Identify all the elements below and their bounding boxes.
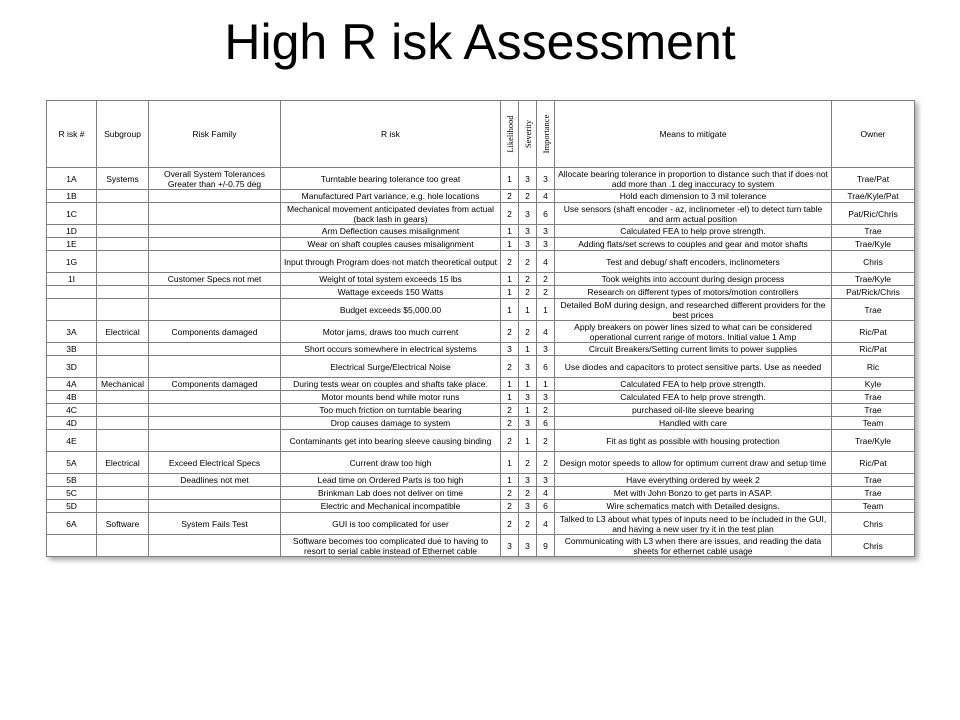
header-likelihood-label: Likelihood [504,115,515,153]
cell-risk-family [149,203,281,225]
cell-importance: 4 [537,251,555,273]
cell-likelihood: 2 [501,321,519,343]
cell-owner: Chris [832,513,915,535]
cell-importance: 3 [537,391,555,404]
cell-owner: Ric/Pat [832,321,915,343]
header-severity-label: Severity [522,119,533,149]
cell-risk-id: 1A [47,168,97,190]
cell-likelihood: 2 [501,417,519,430]
cell-subgroup: Systems [97,168,149,190]
table-row [47,452,915,474]
cell-importance: 3 [537,474,555,487]
cell-risk: Too much friction on turntable bearing [281,404,501,417]
cell-subgroup [97,238,149,251]
cell-means-to-mitigate: Test and debug/ shaft encoders, inclinometers [555,251,832,273]
cell-importance: 2 [537,430,555,452]
cell-subgroup [97,356,149,378]
cell-importance: 3 [537,225,555,238]
cell-importance: 4 [537,487,555,500]
cell-risk: Brinkman Lab does not deliver on time [281,487,501,500]
cell-risk-family [149,430,281,452]
cell-severity: 3 [519,225,537,238]
cell-risk-family [149,238,281,251]
header-risk: R isk [281,101,501,168]
cell-severity: 2 [519,251,537,273]
cell-importance: 4 [537,321,555,343]
table-row [47,474,915,487]
cell-owner: Trae [832,299,915,321]
cell-owner: Ric/Pat [832,452,915,474]
cell-likelihood: 2 [501,404,519,417]
table-row [47,513,915,535]
cell-means-to-mitigate: Use sensors (shaft encoder - az, inclinometer -el) to detect turn table and arm actual position [555,203,832,225]
cell-owner: Chris [832,535,915,557]
cell-severity: 3 [519,356,537,378]
table-row [47,273,915,286]
cell-risk-id: 1C [47,203,97,225]
cell-importance: 1 [537,299,555,321]
table-row [47,378,915,391]
cell-means-to-mitigate: Communicating with L3 when there are issues, and reading the data sheets for ethernet cable usage [555,535,832,557]
cell-subgroup [97,225,149,238]
cell-importance: 9 [537,535,555,557]
cell-likelihood: 1 [501,391,519,404]
cell-severity: 3 [519,500,537,513]
cell-severity: 2 [519,513,537,535]
cell-means-to-mitigate: Apply breakers on power lines sized to what can be considered operational current range of motors. Initial value 1 Amp [555,321,832,343]
cell-owner: Trae [832,225,915,238]
cell-severity: 3 [519,474,537,487]
table-row [47,321,915,343]
header-risk-id: R isk # [47,101,97,168]
cell-risk-family: Customer Specs not met [149,273,281,286]
cell-means-to-mitigate: Took weights into account during design process [555,273,832,286]
cell-subgroup [97,343,149,356]
cell-risk: Wear on shaft couples causes misalignment [281,238,501,251]
table-header-row [47,101,915,168]
cell-likelihood: 2 [501,251,519,273]
cell-means-to-mitigate: Design motor speeds to allow for optimum current draw and setup time [555,452,832,474]
cell-means-to-mitigate: Circuit Breakers/Setting current limits to power supplies [555,343,832,356]
cell-owner: Pat/Rick/Chris [832,286,915,299]
cell-risk-family: Exceed Electrical Specs [149,452,281,474]
cell-severity: 2 [519,487,537,500]
cell-likelihood: 2 [501,513,519,535]
cell-likelihood: 1 [501,238,519,251]
cell-subgroup [97,391,149,404]
cell-owner: Trae/Pat [832,168,915,190]
cell-likelihood: 1 [501,168,519,190]
cell-risk-id [47,535,97,557]
cell-subgroup [97,286,149,299]
cell-risk-id: 4E [47,430,97,452]
cell-severity: 3 [519,203,537,225]
cell-subgroup: Electrical [97,321,149,343]
cell-importance: 3 [537,168,555,190]
cell-owner: Trae/Kyle [832,273,915,286]
cell-importance: 1 [537,378,555,391]
cell-means-to-mitigate: Calculated FEA to help prove strength. [555,391,832,404]
cell-likelihood: 1 [501,225,519,238]
cell-likelihood: 3 [501,343,519,356]
cell-subgroup [97,203,149,225]
header-severity [519,101,537,168]
cell-risk: Manufactured Part variance, e.g. hole locations [281,190,501,203]
cell-risk: Software becomes too complicated due to having to resort to serial cable instead of Ethernet cable [281,535,501,557]
cell-severity: 2 [519,190,537,203]
cell-risk-id [47,286,97,299]
table-row [47,203,915,225]
table-row [47,417,915,430]
cell-risk-id: 4A [47,378,97,391]
cell-risk-family: Deadlines not met [149,474,281,487]
cell-subgroup [97,487,149,500]
cell-subgroup: Electrical [97,452,149,474]
cell-severity: 3 [519,535,537,557]
cell-importance: 4 [537,190,555,203]
cell-risk-family [149,343,281,356]
cell-risk-id: 4C [47,404,97,417]
cell-risk: Electric and Mechanical incompatible [281,500,501,513]
cell-importance: 2 [537,286,555,299]
cell-risk-id: 4B [47,391,97,404]
cell-risk-family [149,500,281,513]
cell-risk: Input through Program does not match theoretical output [281,251,501,273]
table-row [47,168,915,190]
cell-risk-family: System Fails Test [149,513,281,535]
cell-likelihood: 1 [501,378,519,391]
cell-likelihood: 1 [501,286,519,299]
cell-risk: Wattage exceeds 150 Watts [281,286,501,299]
cell-means-to-mitigate: Use diodes and capacitors to protect sensitive parts. Use as needed [555,356,832,378]
cell-subgroup [97,273,149,286]
cell-risk: Electrical Surge/Electrical Noise [281,356,501,378]
cell-risk-id [47,299,97,321]
cell-likelihood: 3 [501,535,519,557]
cell-importance: 6 [537,356,555,378]
cell-risk: Short occurs somewhere in electrical systems [281,343,501,356]
cell-owner: Trae/Kyle [832,238,915,251]
cell-severity: 1 [519,299,537,321]
cell-means-to-mitigate: Handled with care [555,417,832,430]
cell-severity: 2 [519,286,537,299]
cell-risk: Weight of total system exceeds 15 lbs [281,273,501,286]
table-row [47,238,915,251]
cell-severity: 3 [519,391,537,404]
cell-means-to-mitigate: Calculated FEA to help prove strength. [555,225,832,238]
cell-severity: 1 [519,378,537,391]
cell-owner: Trae [832,404,915,417]
cell-risk-family [149,299,281,321]
cell-risk: GUI is too complicated for user [281,513,501,535]
cell-means-to-mitigate: Fit as tight as possible with housing protection [555,430,832,452]
cell-subgroup [97,417,149,430]
header-importance [537,101,555,168]
cell-risk-id: 3B [47,343,97,356]
cell-severity: 1 [519,343,537,356]
table-row [47,535,915,557]
cell-risk-family: Components damaged [149,321,281,343]
cell-risk-family: Components damaged [149,378,281,391]
cell-risk-id: 5B [47,474,97,487]
cell-owner: Team [832,417,915,430]
cell-likelihood: 2 [501,190,519,203]
header-risk-family: Risk Family [149,101,281,168]
cell-subgroup [97,404,149,417]
cell-owner: Pat/Ric/Chris [832,203,915,225]
cell-severity: 2 [519,273,537,286]
cell-severity: 3 [519,238,537,251]
table-row [47,404,915,417]
cell-risk: Current draw too high [281,452,501,474]
cell-risk-id: 1I [47,273,97,286]
cell-importance: 2 [537,404,555,417]
cell-risk: Motor mounts bend while motor runs [281,391,501,404]
cell-likelihood: 1 [501,452,519,474]
cell-risk-id: 3A [47,321,97,343]
table-row [47,500,915,513]
cell-owner: Ric/Pat [832,343,915,356]
cell-severity: 1 [519,430,537,452]
cell-risk-id: 6A [47,513,97,535]
cell-means-to-mitigate: Have everything ordered by week 2 [555,474,832,487]
cell-subgroup [97,535,149,557]
header-owner: Owner [832,101,915,168]
cell-risk-family [149,404,281,417]
cell-risk-family [149,251,281,273]
cell-risk-id: 1B [47,190,97,203]
cell-severity: 2 [519,321,537,343]
cell-owner: Trae [832,474,915,487]
cell-risk-id: 5D [47,500,97,513]
cell-means-to-mitigate: Calculated FEA to help prove strength. [555,378,832,391]
cell-risk-id: 1G [47,251,97,273]
cell-subgroup: Mechanical [97,378,149,391]
cell-owner: Trae/Kyle [832,430,915,452]
cell-means-to-mitigate: Allocate bearing tolerance in proportion to distance such that if does not add more than .1 deg inaccuracy to system [555,168,832,190]
cell-likelihood: 1 [501,299,519,321]
table-row [47,391,915,404]
cell-risk-id: 5A [47,452,97,474]
cell-risk-id: 3D [47,356,97,378]
cell-likelihood: 2 [501,500,519,513]
cell-likelihood: 2 [501,203,519,225]
cell-risk-family [149,190,281,203]
cell-owner: Chris [832,251,915,273]
cell-owner: Kyle [832,378,915,391]
cell-owner: Trae [832,487,915,500]
header-subgroup: Subgroup [97,101,149,168]
cell-risk-id: 1E [47,238,97,251]
cell-importance: 3 [537,343,555,356]
table-row [47,190,915,203]
cell-risk-id: 1D [47,225,97,238]
cell-severity: 2 [519,452,537,474]
table-row [47,286,915,299]
cell-subgroup [97,474,149,487]
cell-importance: 6 [537,500,555,513]
cell-risk: Turntable bearing tolerance too great [281,168,501,190]
cell-likelihood: 1 [501,273,519,286]
cell-means-to-mitigate: purchased oil-lite sleeve bearing [555,404,832,417]
cell-owner: Trae [832,391,915,404]
cell-owner: Trae/Kyle/Pat [832,190,915,203]
cell-subgroup [97,299,149,321]
table-row [47,299,915,321]
cell-severity: 3 [519,417,537,430]
cell-risk-id: 4D [47,417,97,430]
table-row [47,343,915,356]
cell-owner: Team [832,500,915,513]
cell-risk: Budget exceeds $5,000.00 [281,299,501,321]
cell-risk-family [149,286,281,299]
cell-likelihood: 2 [501,430,519,452]
cell-risk: Lead time on Ordered Parts is too high [281,474,501,487]
cell-subgroup: Software [97,513,149,535]
slide-title: High R isk Assessment [224,14,736,70]
cell-means-to-mitigate: Adding flats/set screws to couples and gear and motor shafts [555,238,832,251]
risk-assessment-table [46,100,915,557]
cell-severity: 1 [519,404,537,417]
cell-means-to-mitigate: Detailed BoM during design, and researched different providers for the best prices [555,299,832,321]
table-row [47,251,915,273]
cell-risk-family [149,535,281,557]
cell-importance: 2 [537,452,555,474]
cell-risk-family [149,225,281,238]
cell-risk: Arm Deflection causes misalignment [281,225,501,238]
cell-importance: 2 [537,273,555,286]
cell-severity: 3 [519,168,537,190]
cell-means-to-mitigate: Research on different types of motors/motion controllers [555,286,832,299]
table-row [47,356,915,378]
cell-means-to-mitigate: Wire schematics match with Detailed designs. [555,500,832,513]
table-body [47,168,915,557]
cell-means-to-mitigate: Talked to L3 about what types of inputs need to be included in the GUI, and having a new user try it in the test plan [555,513,832,535]
cell-risk: Drop causes damage to system [281,417,501,430]
cell-likelihood: 2 [501,487,519,500]
cell-risk: During tests wear on couples and shafts take place. [281,378,501,391]
cell-risk: Mechanical movement anticipated deviates from actual (back lash in gears) [281,203,501,225]
table-row [47,225,915,238]
cell-subgroup [97,500,149,513]
cell-risk: Motor jams, draws too much current [281,321,501,343]
table-row [47,487,915,500]
cell-importance: 6 [537,417,555,430]
cell-subgroup [97,430,149,452]
cell-risk: Contaminants get into bearing sleeve causing binding [281,430,501,452]
cell-risk-family [149,391,281,404]
cell-means-to-mitigate: Hold each dimension to 3 mil tolerance [555,190,832,203]
cell-risk-id: 5C [47,487,97,500]
header-means-to-mitigate: Means to mitigate [555,101,832,168]
cell-importance: 3 [537,238,555,251]
cell-importance: 4 [537,513,555,535]
cell-risk-family: Overall System Tolerances Greater than +/-0.75 deg [149,168,281,190]
table-row [47,430,915,452]
header-importance-label: Importance [540,114,551,154]
cell-risk-family [149,356,281,378]
cell-subgroup [97,251,149,273]
cell-likelihood: 1 [501,474,519,487]
header-likelihood [501,101,519,168]
cell-risk-family [149,487,281,500]
cell-importance: 6 [537,203,555,225]
cell-risk-family [149,417,281,430]
cell-means-to-mitigate: Met with John Bonzo to get parts in ASAP. [555,487,832,500]
cell-subgroup [97,190,149,203]
cell-likelihood: 2 [501,356,519,378]
cell-owner: Ric [832,356,915,378]
